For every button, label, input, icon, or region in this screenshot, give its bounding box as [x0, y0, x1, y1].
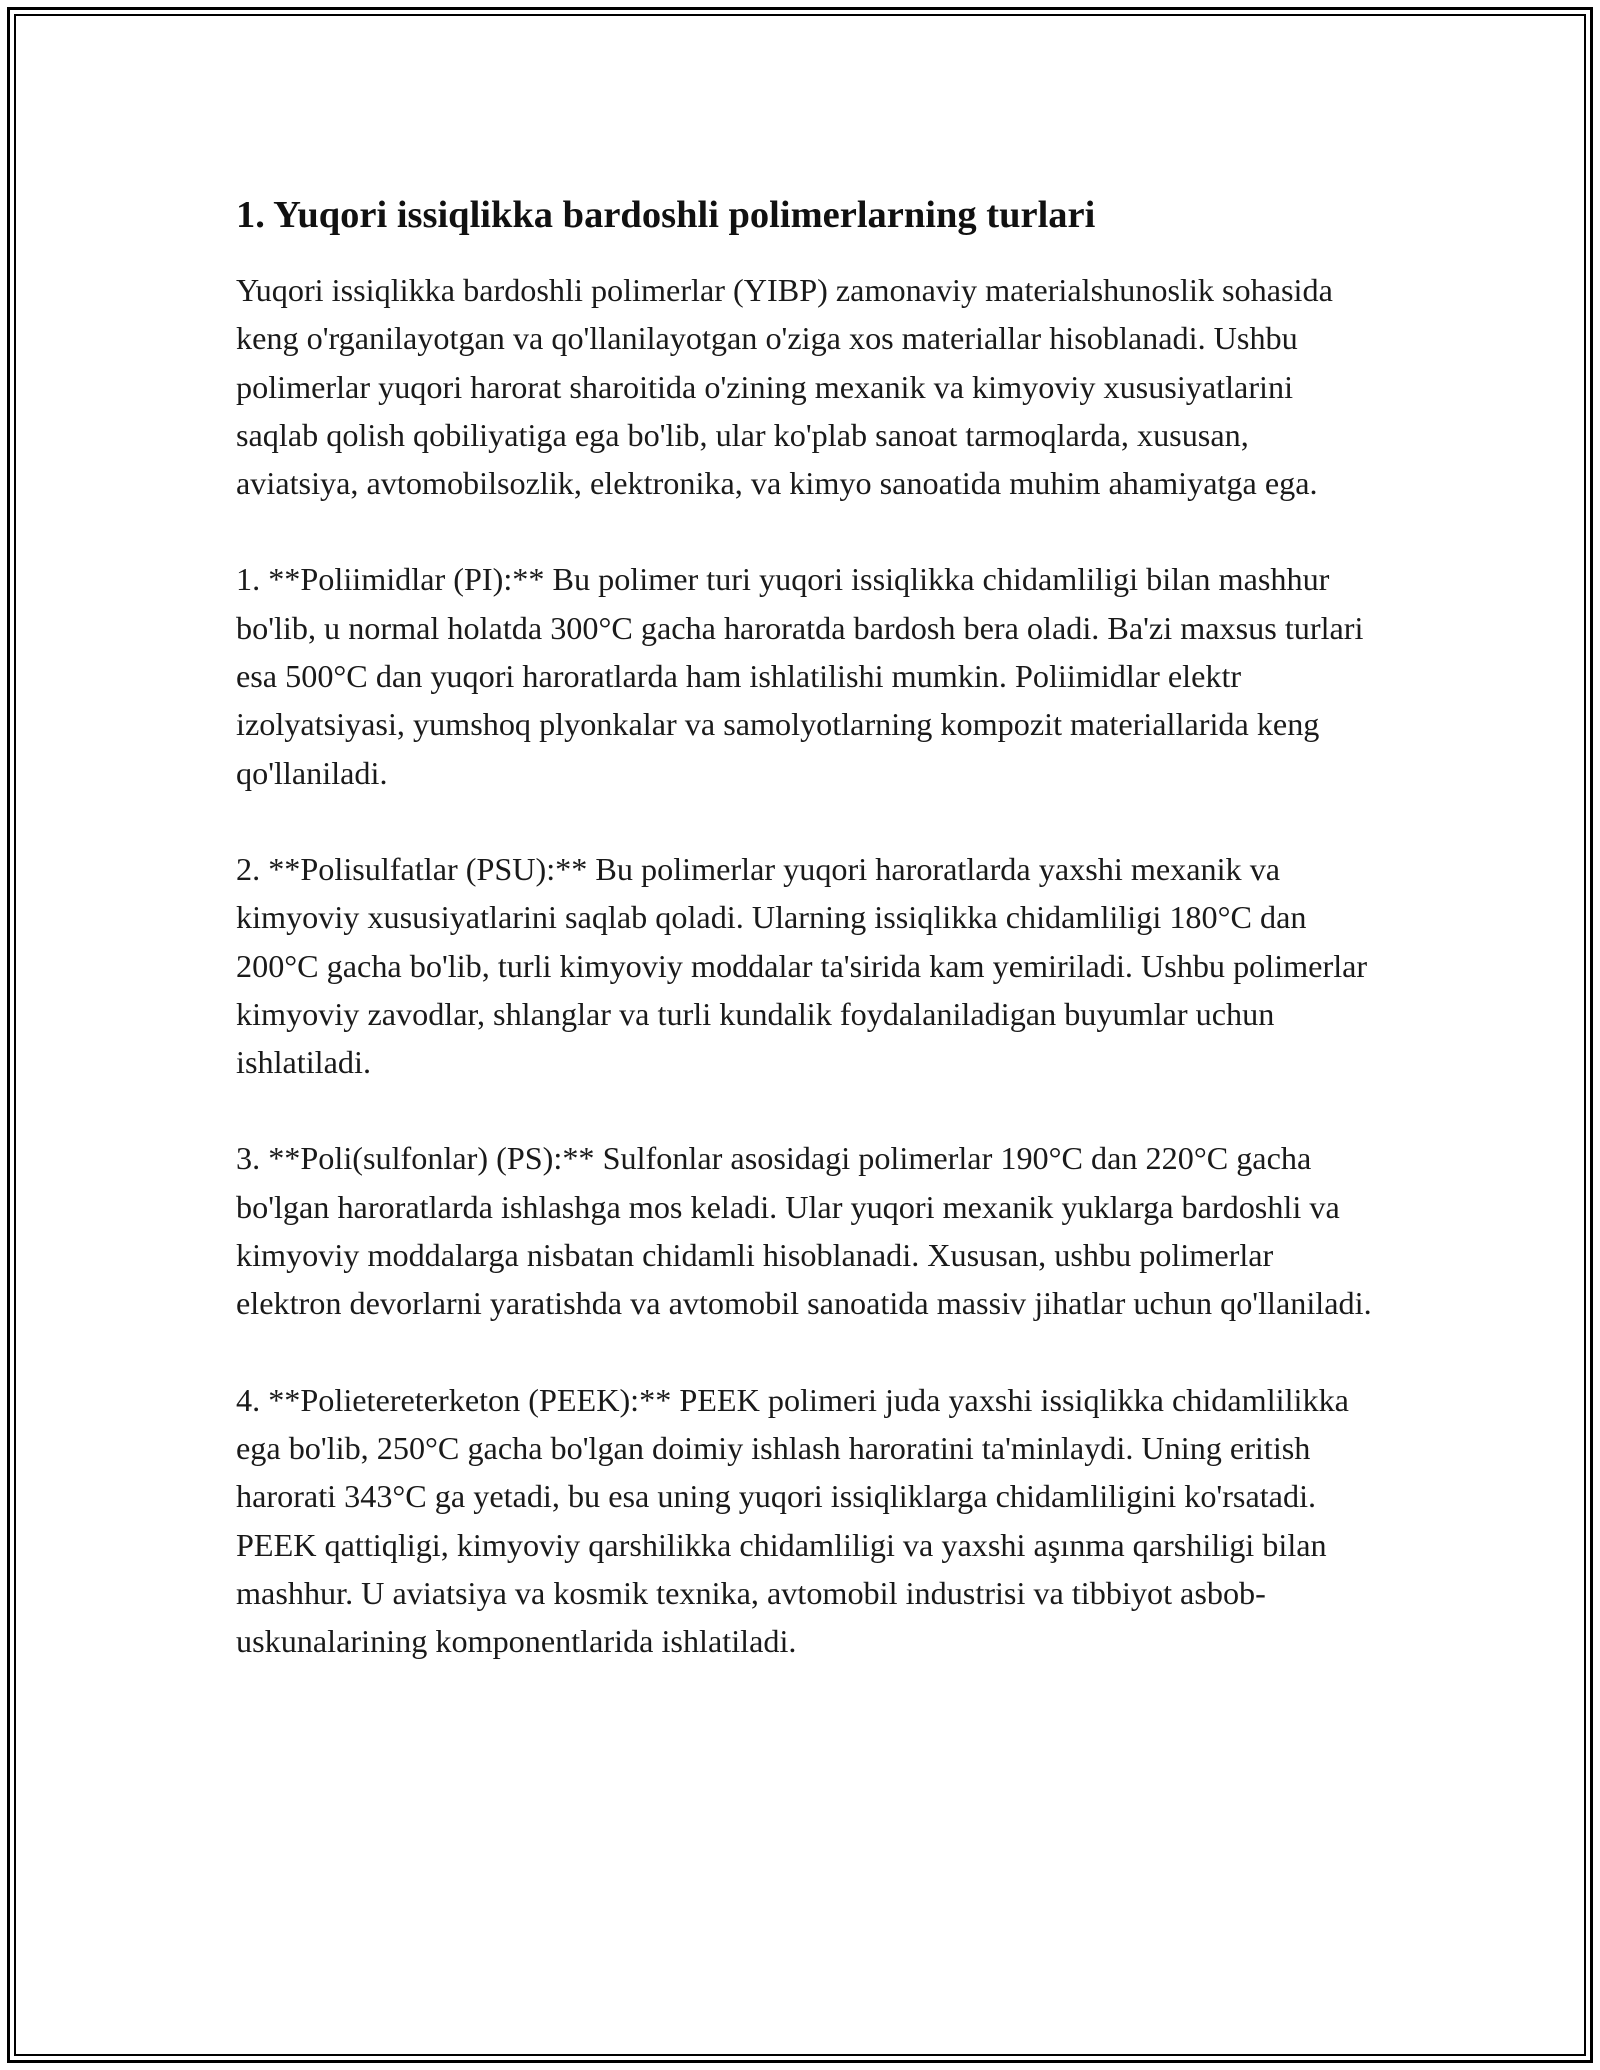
paragraph-polisulfonlar: 3. **Poli(sulfonlar) (PS):** Sulfonlar asosidagi polimerlar 190°C dan 220°C gacha bo'lgan haroratlarda ishlashga mos keladi. Ular yuqori mexanik yuklarga bardoshli va kimyoviy moddalarga nisbatan chidamli hisoblanadi. Xususan, ushbu polimerlar elektron devorlarni yaratishda va avtomobil sanoatida massiv jihatlar uchun qo'llaniladi. [236, 1140, 1372, 1322]
document-body [236, 188, 1376, 1713]
paragraph-poliimidlar: 1. **Poliimidlar (PI):** Bu polimer turi yuqori issiqlikka chidamliligi bilan mashhur bo'lib, u normal holatda 300°C gacha haroratda bardosh bera oladi. Ba'zi maxsus turlari esa 500°C dan yuqori haroratlarda ham ishlatilishi mumkin. Poliimidlar elektr izolyatsiyasi, yumshoq plyonkalar va samolyotlarning kompozit materiallarida keng qo'llaniladi. [236, 561, 1364, 791]
paragraph-peek: 4. **Polietereterketon (PEEK):** PEEK polimeri juda yaxshi issiqlikka chidamlilikka ega bo'lib, 250°C gacha bo'lgan doimiy ishlash haroratini ta'minlaydi. Uning eritish harorati 343°C ga yetadi, bu esa uning yuqori issiqliklarga chidamliligini ko'rsatadi. PEEK qattiqligi, kimyoviy qarshilikka chidamliligi va yaxshi aşınma qarshiligi bilan mashhur. U aviatsiya va kosmik texnika, avtomobil industrisi va tibbiyot asbob-uskunalarining komponentlarida ishlatiladi. [236, 1381, 1349, 1660]
document-title: 1. Yuqori issiqlikka bardoshli polimerlarning turlari [236, 194, 1096, 236]
paragraph-intro: Yuqori issiqlikka bardoshli polimerlar (YIBP) zamonaviy materialshunoslik sohasida keng o'rganilayotgan va qo'llanilayotgan o'ziga xos materiallar hisoblanadi. Ushbu polimerlar yuqori harorat sharoitida o'zining mexanik va kimyoviy xususiyatlarini saqlab qolish qobiliyatiga ega bo'lib, ular ko'plab sanoat tarmoqlarda, xususan, aviatsiya, avtomobilsozlik, elektronika, va kimyo sanoatida muhim ahamiyatga ega. [236, 272, 1333, 502]
paragraph-polisulfatlar: 2. **Polisulfatlar (PSU):** Bu polimerlar yuqori haroratlarda yaxshi mexanik va kimyoviy xususiyatlarini saqlab qoladi. Ularning issiqlikka chidamliligi 180°C dan 200°C gacha bo'lib, turli kimyoviy moddalar ta'sirida kam yemiriladi. Ushbu polimerlar kimyoviy zavodlar, shlanglar va turli kundalik foydalaniladigan buyumlar uchun ishlatiladi. [236, 850, 1368, 1081]
